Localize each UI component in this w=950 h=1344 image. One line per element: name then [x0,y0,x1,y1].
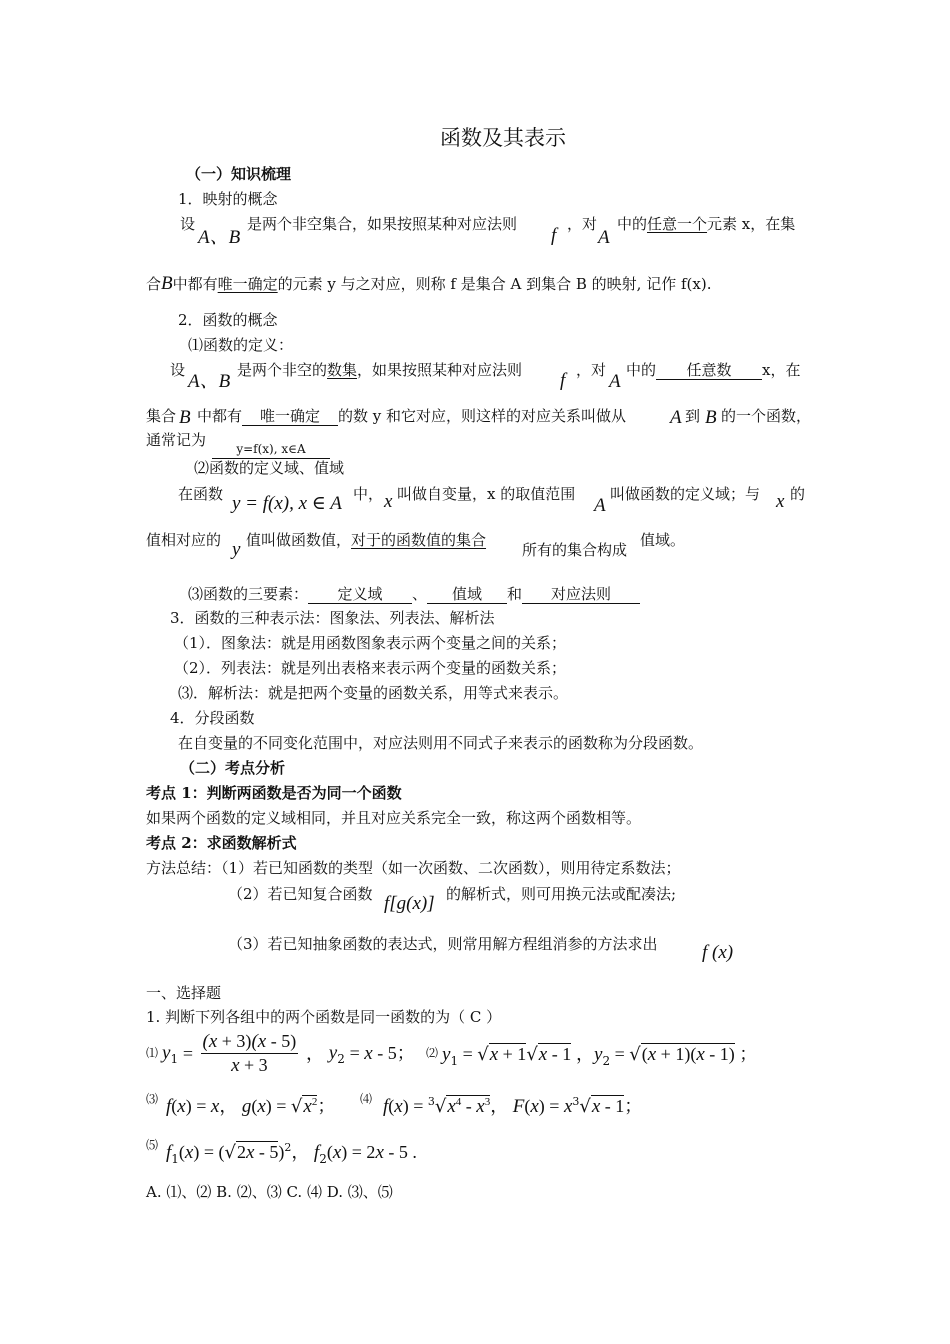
fill-blank-rule: 对应法则 [522,585,640,604]
heading-piecewise: 4．分段函数 [170,709,255,727]
representation-table: （2）．列表法：就是列出表格来表示两个变量的函数关系； [174,659,567,677]
representation-graph: （1）．图象法：就是用函数图象表示两个变量之间的关系； [174,634,567,652]
heading-domain-range: ⑵函数的定义域、值域 [194,459,345,477]
pair-2: $y_1 = √x + 1√x - 1$ ，$y_2 = √(x + 1)(x - 1)$ ； [442,1044,758,1068]
composite-function: f[g(x)] [384,893,435,914]
page-title: 函数及其表示 [440,126,566,150]
section-multiple-choice: 一、选择题 [146,984,222,1002]
question-1: 1. 判断下列各组中的两个函数是同一函数的为（ C ） [146,1008,502,1026]
heading-representations: 3．函数的三种表示法：图象法、列表法、解析法 [170,609,495,627]
piecewise-definition: 在自变量的不同变化范围中，对应法则用不同式子来表示的函数称为分段函数。 [178,734,704,752]
answer-options: A. ⑴、⑵ B. ⑵、⑶ C. ⑷ D. ⑶、⑸ [146,1183,393,1201]
representation-formula: ⑶．解析法：就是把两个变量的函数关系，用等式来表示。 [178,684,569,702]
fill-blank-notation: y=f(x), x∈A [212,440,330,459]
abstract-function: f (x) [702,942,734,963]
mapping-para-line1: 设 [180,215,196,233]
method-1: 方法总结：（1）若已知函数的类型（如一次函数、二次函数），则用待定系数法； [146,859,681,877]
three-elements-line: ⑶函数的三要素： 定义域 、 值域 和 对应法则 [188,584,640,604]
heading-function-definition: ⑴函数的定义： [188,336,294,354]
point1-text: 如果两个函数的定义域相同，并且对应关系完全一致，称这两个函数相等。 [146,809,642,827]
pair-4: $f(x) = ^3√x^4 - x^3$， $F(x) = x^3√x - 1$； [383,1095,643,1117]
heading-function-concept: 2．函数的概念 [178,311,278,329]
point2-heading: 考点 2：求函数解析式 [146,834,297,852]
pair-1: $y_1$ = $\frac{(x + 3)(x - 5)}{x + 3}$ ， $y_2 = x - 5$； [162,1031,415,1076]
fill-blank-any-number: 任意数 [656,361,762,380]
heading-mapping: 1．映射的概念 [178,190,278,208]
document-page: 函数及其表示 （一）知识梳理 1．映射的概念 设 A、B 是两个非空集合，如果按照某种对应法则 f ，对 A 中的任意一个元素 x，在集 合B中都有唯一确定的元素 y 与之对应，则称 f 是集合 A 到集合 B 的映射, 记作 f(x). 2．函数的概念 ⑴函数的定义： 设 A、B 是两个非空的数集，如果按照某种对应法则 f ，对 A 中的 任意数 x，在 集合 B 中都有 唯一确定 的数 y 和它对应，则这样的对应关系叫做从 A 到 B 的一个函数， 通常记为 y=f(x), x∈A ⑵函数的定义域、值域 在函数 y = f(x), x ∈ A 中， x 叫做自变量，x 的取值范围 A 叫做函数的定义域；与 x 的 值相对应的 y 值叫做函数值，对于的函数值的集合 所有的集合构成 值域。 ⑶函数的三要素： 定义域 、 值域 和 对应法则 3．函数的三种表示法：图象法、列表法、解析法 （1）．图象法：就是用函数图象表示两个变量之间的关系； （2）．列表法：就是列出表格来表示两个变量的函数关系； ⑶．解析法：就是把两个变量的函数关系，用等式来表示。 4．分段函数 在自变量的不同变化范围中，对应法则用不同式子来表示的函数称为分段函数。 （二）考点分析 考点 1：判断两函数是否为同一个函数 如果两个函数的定义域相同，并且对应关系完全一致，称这两个函数相等。 考点 2：求函数解析式 方法总结：（1）若已知函数的类型（如一次函数、二次函数），则用待定系数法； （2）若已知复合函数 f[g(x)] 的解析式，则可用换元法或配凑法; （3）若已知抽象函数的表达式，则常用解方程组消参的方法求出 f (x) 一、选择题 1. 判断下列各组中的两个函数是同一函数的为（ C ） ⑴ $y_1$ = $\frac{(x + 3)(x - 5)}{x + 3}$ ， $y_2 = x - 5$； ⑵ $y_1 = √x + 1√x - 1$ ，$y_2 = √(x + 1)(x - 1)$ ； ⑶ f(x) = x， $g(x) = √x^2$； ⑷ $f(x) = ^3√x^4 - x^3$， $F(x) = x^3√x - 1$； ⑸ $f_1(x) = (√2x - 5)^2$， $f_2(x) = 2x - 5$ . A. ⑴、⑵ B. ⑵、⑶ C. ⑷ D. ⑶、⑸ [146,126,812,1201]
section-heading-knowledge: （一）知识梳理 [186,165,292,183]
item-number: ⑴ [146,1046,159,1060]
function-notation: y = f(x), x ∈ A [232,493,342,514]
underlined-range: 对于的函数值的集合 [351,531,487,549]
point1-heading: 考点 1：判断两函数是否为同一个函数 [146,784,402,802]
fill-blank-unique: 唯一确定 [242,407,338,426]
section-heading-analysis: （二）考点分析 [180,759,286,777]
fill-blank-range: 值域 [427,585,507,604]
pair-5: $f_1(x) = (√2x - 5)^2$， $f_2(x) = 2x - 5$ . [166,1141,417,1166]
underlined-term: 任意一个 [647,215,708,233]
mapping-para-line2: 合B中都有唯一确定的元素 y 与之对应，则称 f 是集合 A 到集合 B 的映射, 记作 f(x). [146,273,712,294]
rule-symbol: f [551,225,557,246]
pair-3: f(x) = x， $g(x) = √x^2$； [166,1096,336,1117]
fill-blank-domain: 定义域 [308,585,412,604]
set-symbols: A、B [198,227,241,248]
